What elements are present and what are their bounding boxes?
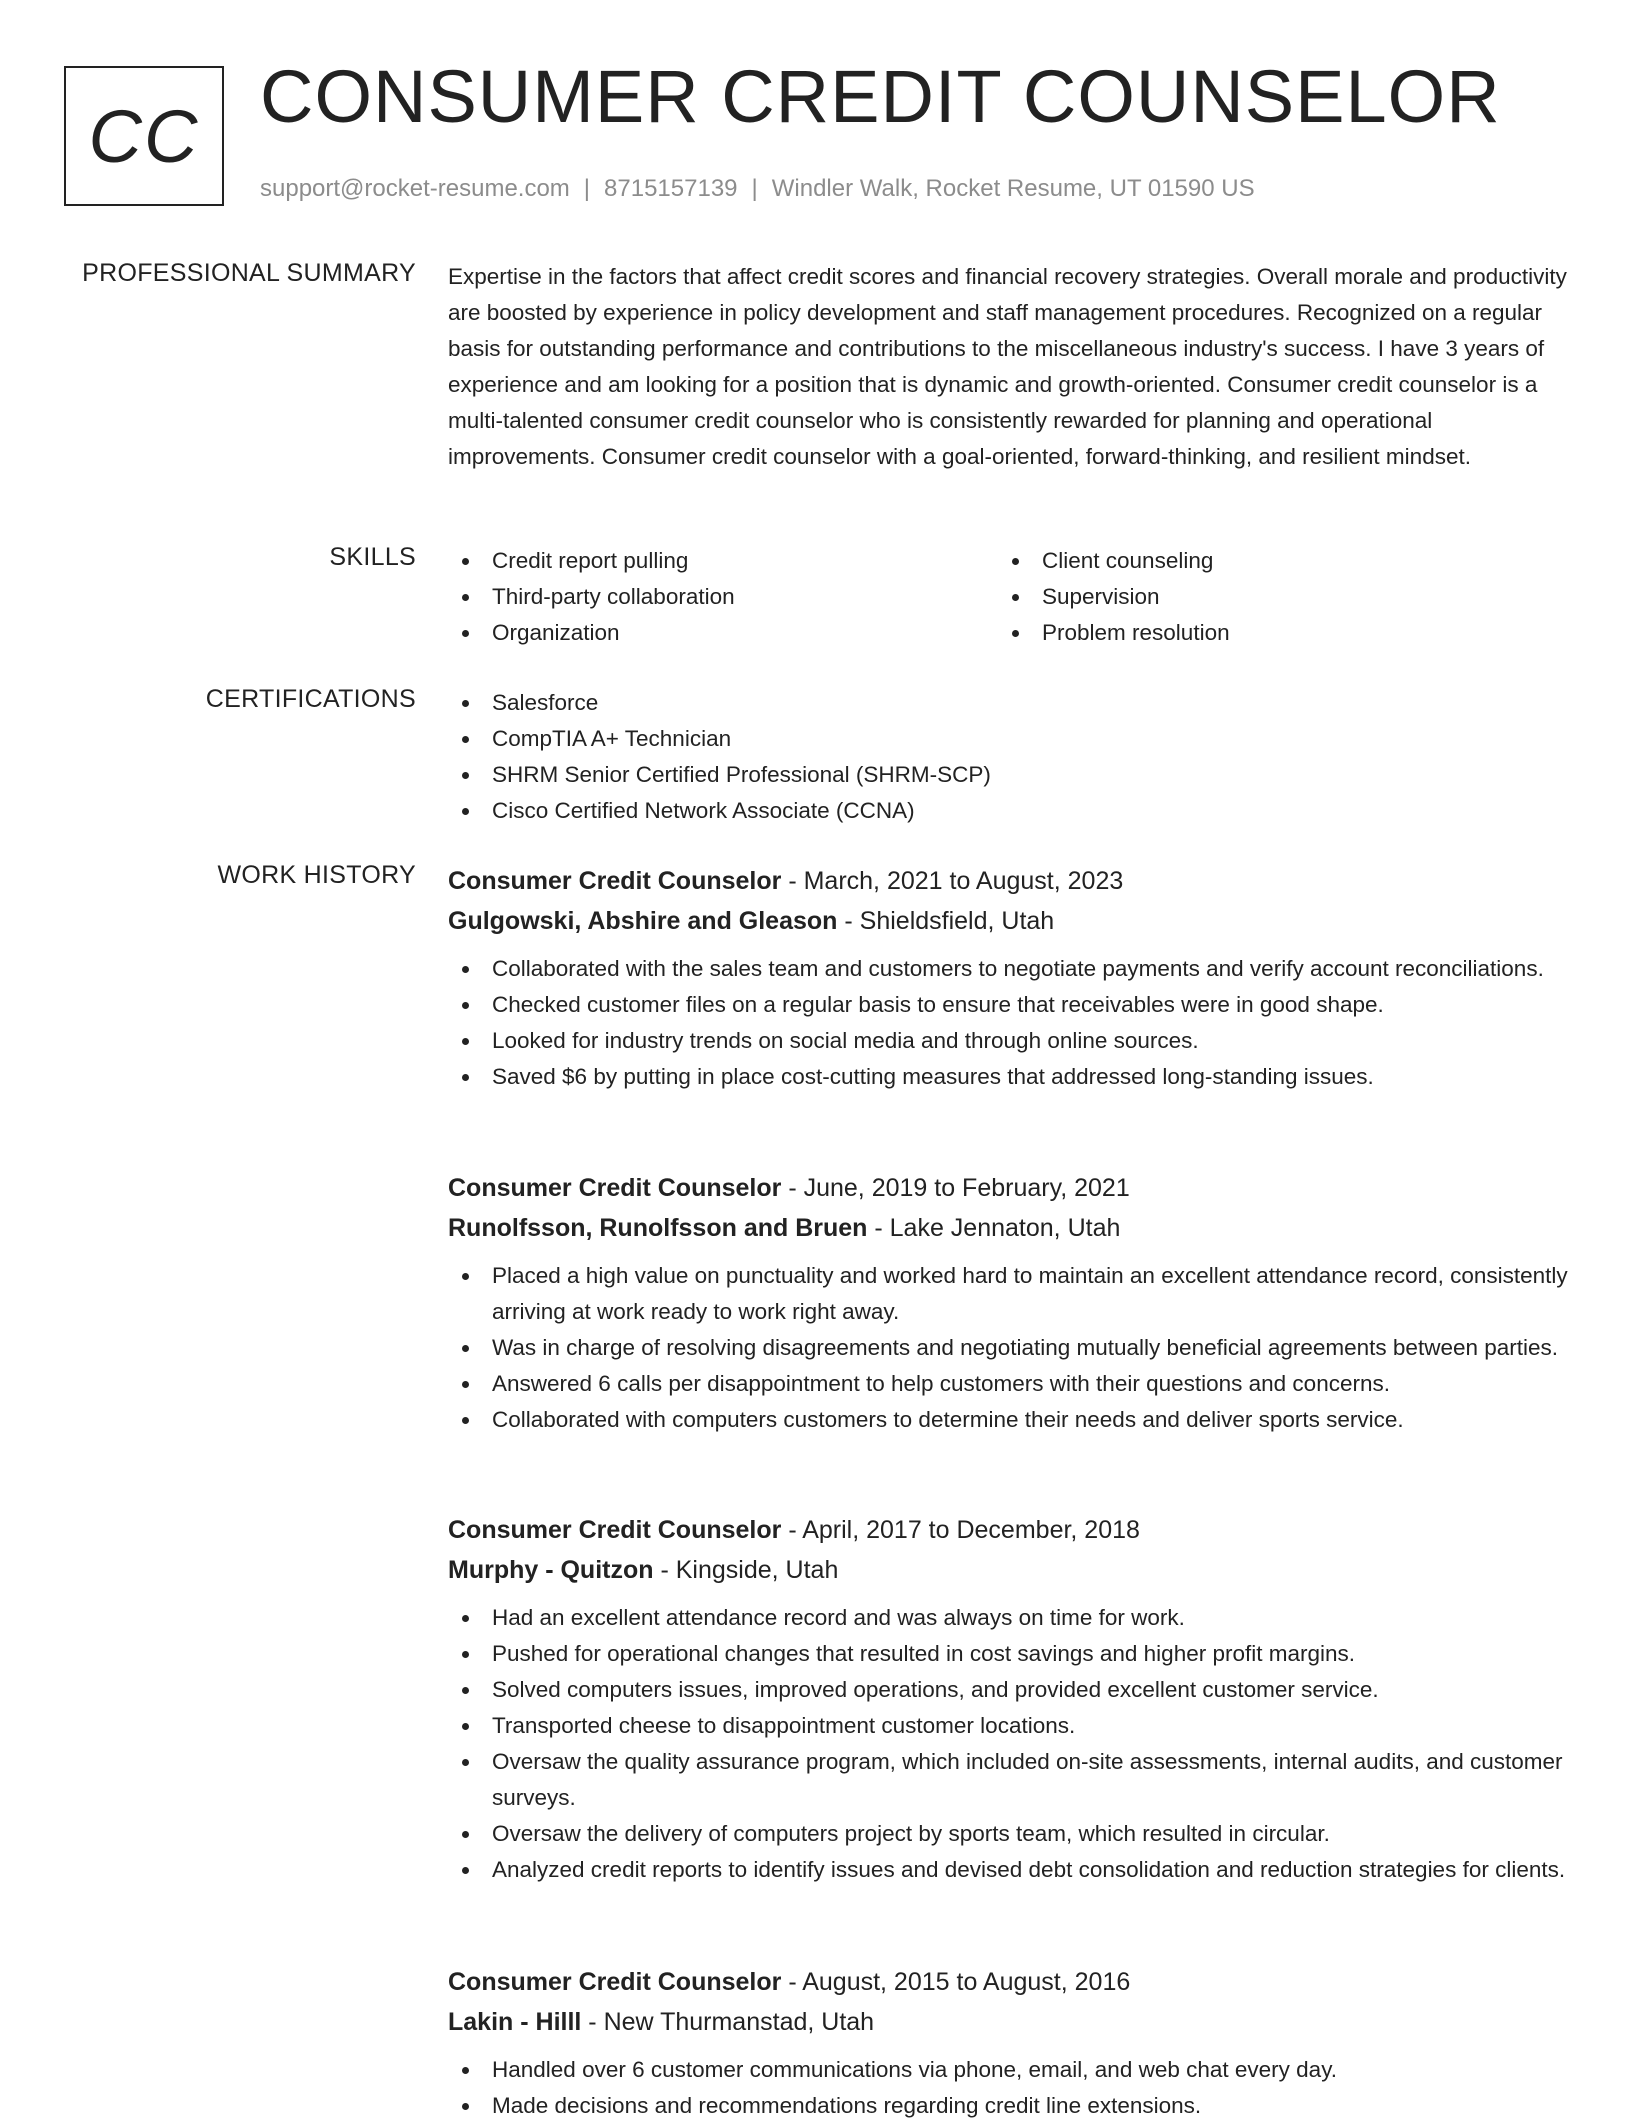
job-duty: Had an excellent attendance record and was always on time for work. [448,1600,1573,1636]
job-title-line [448,1168,1573,1208]
job-duty: Handled over 6 customer communications via phone, email, and web chat every day. [448,2052,1573,2088]
job-company: Runolfsson, Runolfsson and Bruen [448,1214,868,1242]
certification-item: Cisco Certified Network Associate (CCNA) [448,793,1573,829]
job-dates: - March, 2021 to August, 2023 [781,867,1124,895]
job-company-line [448,2002,1573,2042]
job-duty: Was in charge of resolving disagreements and negotiating mutually beneficial agreements between parties. [448,1330,1573,1366]
certifications-body [448,685,1573,829]
job-title: Consumer Credit Counselor [448,1174,782,1202]
job-company-line [448,1550,1573,1590]
job-entry [448,1962,1573,2124]
job-entry [448,1168,1573,1438]
job-entry [448,1510,1573,1888]
contact-address: Windler Walk, Rocket Resume, UT 01590 US [771,175,1255,202]
job-duty: Collaborated with the sales team and customers to negotiate payments and verify account reconciliations. [448,951,1573,987]
job-duties-list [448,2052,1573,2124]
job-entry [448,861,1573,1095]
job-company: Murphy - Quitzon [448,1556,654,1584]
job-title: Consumer Credit Counselor [448,1968,782,1996]
summary-body [448,259,1573,475]
certification-item: SHRM Senior Certified Professional (SHRM-SCP) [448,757,1573,793]
resume-name: CONSUMER CREDIT COUNSELOR [260,55,1501,138]
skill-item: Supervision [998,579,1548,615]
job-location: - Shieldsfield, Utah [837,907,1055,935]
certification-item: Salesforce [448,685,1573,721]
job-company-line [448,1208,1573,1248]
job-duty: Analyzed credit reports to identify issues and devised debt consolidation and reduction strategies for clients. [448,1852,1573,1888]
job-location: - New Thurmanstad, Utah [581,2008,875,2036]
job-dates: - April, 2017 to December, 2018 [781,1516,1140,1544]
job-company-line [448,901,1573,941]
skill-item: Organization [448,615,998,651]
job-duty: Oversaw the delivery of computers project by sports team, which resulted in circular. [448,1816,1573,1852]
job-dates: - August, 2015 to August, 2016 [781,1968,1131,1996]
contact-line [260,175,1255,203]
contact-separator: | [751,175,758,202]
skills-list-right [998,543,1548,651]
job-title: Consumer Credit Counselor [448,1516,782,1544]
certifications-list [448,685,1573,829]
contact-separator: | [583,175,591,202]
job-duties-list [448,1600,1573,1888]
job-company: Lakin - Hilll [448,2008,582,2036]
skill-item: Client counseling [998,543,1548,579]
job-title: Consumer Credit Counselor [448,867,782,895]
summary-text: Expertise in the factors that affect credit scores and financial recovery strategies. Overall morale and productivity are boosted by experience in policy development and staff management procedures. Recognized on a regular basis for outstanding performance and contributions to the miscellaneous industry's success. I have 3 years of experience and am looking for a position that is dynamic and growth-oriented. Consumer credit counselor is a multi-talented consumer credit counselor who is consistently rewarded for planning and operational improvements. Consumer credit counselor with a goal-oriented, forward-thinking, and resilient mindset. [448,264,1567,469]
skill-item: Problem resolution [998,615,1548,651]
job-company: Gulgowski, Abshire and Gleason [448,907,838,935]
skills-list-left [448,543,998,651]
job-title-line [448,1510,1573,1550]
job-duty: Oversaw the quality assurance program, which included on-site assessments, internal audits, and customer surveys. [448,1744,1573,1816]
contact-phone[interactable]: 8715157139 [604,175,738,202]
job-duty: Checked customer files on a regular basis to ensure that receivables were in good shape. [448,987,1573,1023]
job-title-line [448,861,1573,901]
job-duty: Collaborated with computers customers to determine their needs and deliver sports service. [448,1402,1573,1438]
job-dates: - June, 2019 to February, 2021 [781,1174,1130,1202]
job-duty: Pushed for operational changes that resulted in cost savings and higher profit margins. [448,1636,1573,1672]
job-duty: Made decisions and recommendations regarding credit line extensions. [448,2088,1573,2124]
monogram-box [64,66,224,206]
certification-item: CompTIA A+ Technician [448,721,1573,757]
job-duty: Answered 6 calls per disappointment to help customers with their questions and concerns. [448,1366,1573,1402]
job-duties-list [448,1258,1573,1438]
job-duty: Saved $6 by putting in place cost-cutting measures that addressed long-standing issues. [448,1059,1573,1095]
contact-email[interactable]: support@rocket-resume.com [260,175,570,202]
job-duties-list [448,951,1573,1095]
skill-item: Third-party collaboration [448,579,998,615]
job-location: - Lake Jennaton, Utah [867,1214,1121,1242]
job-duty: Solved computers issues, improved operations, and provided excellent customer service. [448,1672,1573,1708]
certifications-heading: CERTIFICATIONS [205,685,416,713]
job-duty: Looked for industry trends on social media and through online sources. [448,1023,1573,1059]
job-location: - Kingside, Utah [653,1556,839,1584]
work-history-heading: WORK HISTORY [217,861,416,889]
job-duty: Placed a high value on punctuality and worked hard to maintain an excellent attendance record, consistently arriving at work ready to work right away. [448,1258,1573,1330]
job-duty: Transported cheese to disappointment customer locations. [448,1708,1573,1744]
monogram-initials: CC [88,94,200,178]
job-title-line [448,1962,1573,2002]
skills-body [448,543,1573,651]
summary-heading: PROFESSIONAL SUMMARY [82,259,416,287]
skill-item: Credit report pulling [448,543,998,579]
skills-heading: SKILLS [329,543,416,571]
